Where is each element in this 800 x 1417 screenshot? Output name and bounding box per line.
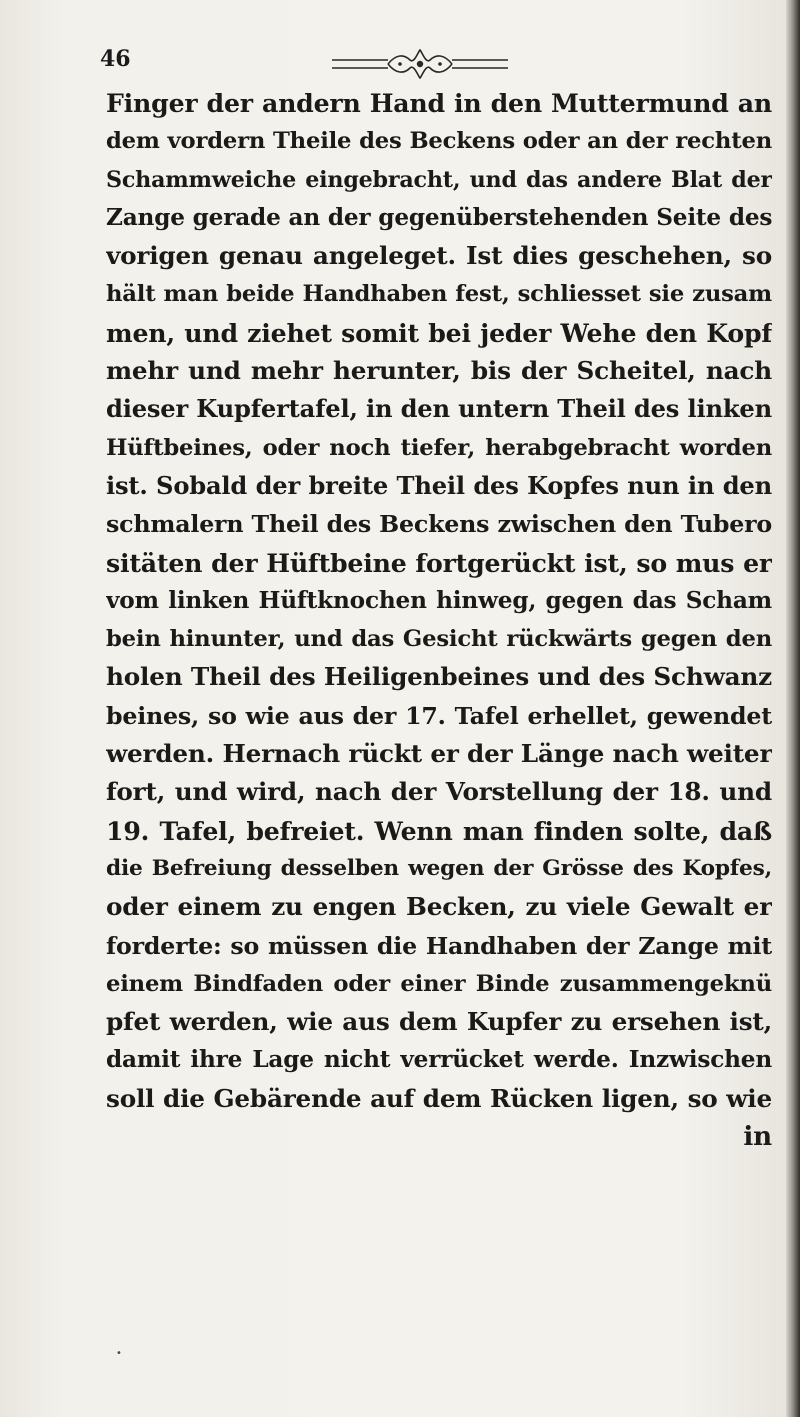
text-line: mehr und mehr herunter, bis der Scheitel, nach: [106, 356, 772, 386]
page-number: 46: [100, 46, 131, 72]
text-line: 19. Tafel, befreiet. Wenn man finden solte, daß: [106, 815, 772, 846]
text-line: die Befreiung desselben wegen der Grösse des Kopfes,: [106, 855, 772, 881]
body-text: [106, 84, 772, 1156]
text-line: dem vordern Theile des Beckens oder an der rechten: [106, 128, 772, 155]
text-line: beines, so wie aus der 17. Tafel erhellet, gewendet: [106, 701, 772, 730]
text-line: oder einem zu engen Becken, zu viele Gewalt er: [106, 892, 772, 922]
ornament-icon: [330, 46, 510, 82]
text-line: Zange gerade an der gegenüberstehenden Seite des: [106, 203, 772, 231]
text-line: ist. Sobald der breite Theil des Kopfes nun in den: [106, 470, 772, 500]
text-line: Schammweiche eingebracht, und das andere Blat der: [106, 166, 772, 193]
text-line: sitäten der Hüftbeine fortgerückt ist, so mus er: [106, 547, 772, 578]
text-line: einem Bindfaden oder einer Binde zusammengeknü: [106, 970, 772, 997]
catchword: in: [743, 1121, 772, 1153]
text-line: vom linken Hüftknochen hinweg, gegen das Scham: [106, 586, 772, 614]
text-line: fort, und wird, nach der Vorstellung der 18. und: [106, 777, 772, 807]
text-line: soll die Gebärende auf dem Rücken ligen, so wie: [106, 1083, 772, 1113]
text-line: hält man beide Handhaben fest, schliesset sie zusam: [106, 281, 772, 308]
text-line: schmalern Theil des Beckens zwischen den Tubero: [106, 510, 772, 539]
page-header: [100, 44, 520, 84]
text-line: dieser Kupfertafel, in den untern Theil des linken: [106, 394, 772, 424]
text-line: men, und ziehet somit bei jeder Wehe den Kopf: [106, 317, 772, 348]
text-line: Finger der andern Hand in den Muttermund an: [106, 88, 772, 118]
page-edge-shadow: [786, 0, 800, 1417]
text-line: Hüftbeines, oder noch tiefer, herabgebracht worden: [106, 434, 772, 461]
text-line: vorigen genau angeleget. Ist dies geschehen, so: [106, 241, 772, 271]
text-line: forderte: so müssen die Handhaben der Zange mit: [106, 931, 772, 960]
text-line: holen Theil des Heiligenbeines und des Schwanz: [106, 662, 772, 692]
text-line: pfet werden, wie aus dem Kupfer zu ersehen ist,: [106, 1007, 772, 1037]
text-line: damit ihre Lage nicht verrücket werde. Inzwischen: [106, 1046, 772, 1074]
text-line: bein hinunter, und das Gesicht rückwärts gegen den: [106, 626, 772, 653]
ink-speck-icon: •: [116, 1348, 122, 1359]
text-line: werden. Hernach rückt er der Länge nach weiter: [106, 739, 772, 769]
